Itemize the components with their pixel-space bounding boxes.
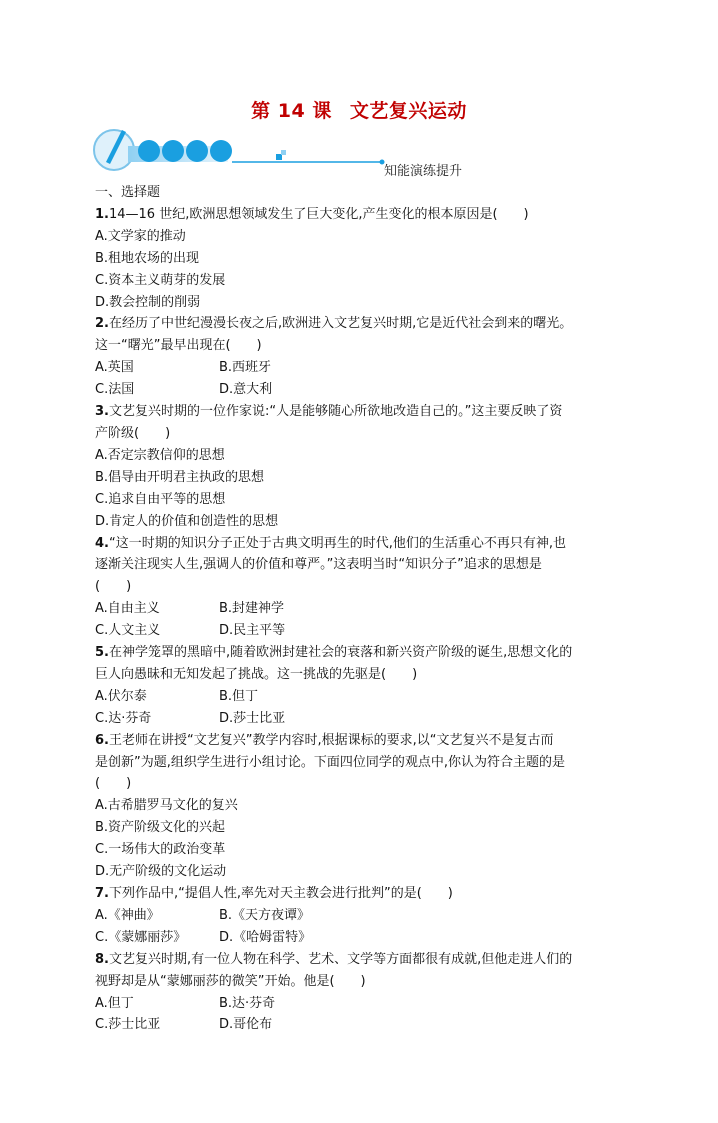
answer-option[interactable]: B.达·芬奇 xyxy=(219,995,276,1011)
banner-label: 知能演练提升 xyxy=(384,164,463,179)
answer-option[interactable]: C.一场伟大的政治变革 xyxy=(95,842,226,858)
question-3 xyxy=(95,401,635,532)
question-6 xyxy=(95,730,635,883)
answer-option[interactable]: A.古希腊罗马文化的复兴 xyxy=(95,798,238,814)
answer-option[interactable]: B.封建神学 xyxy=(219,601,285,617)
question-line: 文艺复兴时期的一位作家说:“人是能够随心所欲地改造自己的。”这主要反映了资 xyxy=(108,404,563,420)
answer-option[interactable]: C.达·芬奇 xyxy=(95,710,152,726)
question-text xyxy=(95,664,635,686)
banner-dot-2 xyxy=(162,140,184,162)
answer-option[interactable]: C.法国 xyxy=(95,382,135,398)
question-list xyxy=(95,182,635,1036)
lesson-name: 文艺复兴运动 xyxy=(349,100,467,122)
option-row xyxy=(95,620,635,642)
answer-option[interactable]: B.但丁 xyxy=(219,688,259,704)
answer-option[interactable]: B.西班牙 xyxy=(219,360,272,376)
section-banner xyxy=(92,124,612,180)
answer-option[interactable]: C.莎士比亚 xyxy=(95,1017,161,1033)
answer-option[interactable]: A.否定宗教信仰的思想 xyxy=(95,447,225,463)
answer-option[interactable]: B.租地农场的出现 xyxy=(95,250,200,266)
question-line: 是创新”为题,组织学生进行小组讨论。下面四位同学的观点中,你认为符合主题的是 xyxy=(95,754,565,770)
answer-option[interactable]: A.自由主义 xyxy=(95,601,160,617)
answer-option[interactable]: B.倡导由开明君主执政的思想 xyxy=(95,469,265,485)
banner-dot-1 xyxy=(138,140,160,162)
banner-dot-4 xyxy=(210,140,232,162)
answer-option[interactable]: A.但丁 xyxy=(95,995,134,1011)
answer-option[interactable]: D.哥伦布 xyxy=(219,1017,273,1033)
question-line: ( ) xyxy=(95,776,132,792)
option-row xyxy=(95,226,635,248)
option-row xyxy=(95,357,635,379)
question-number: 1. xyxy=(95,206,109,222)
answer-option[interactable]: C.追求自由平等的思想 xyxy=(95,491,226,507)
question-text xyxy=(95,752,635,774)
option-row xyxy=(95,598,635,620)
question-number: 3. xyxy=(95,404,109,420)
question-2 xyxy=(95,313,635,401)
answer-option[interactable]: D.教会控制的削弱 xyxy=(95,294,201,310)
lesson-number: 第 14 课 xyxy=(251,100,332,122)
question-line: 在神学笼罩的黑暗中,随着欧洲封建社会的衰落和新兴资产阶级的诞生,思想文化的 xyxy=(108,645,573,661)
answer-option[interactable]: D.无产阶级的文化运动 xyxy=(95,864,227,880)
option-row xyxy=(95,708,635,730)
answer-option[interactable]: D.《哈姆雷特》 xyxy=(219,929,312,945)
question-5 xyxy=(95,642,635,730)
option-row xyxy=(95,270,635,292)
question-number: 2. xyxy=(95,316,109,332)
question-text xyxy=(95,401,635,423)
question-number: 5. xyxy=(95,645,109,661)
question-text xyxy=(95,773,635,795)
question-number: 4. xyxy=(95,535,109,551)
question-text xyxy=(95,576,635,598)
question-text xyxy=(95,883,635,905)
question-text xyxy=(95,423,635,445)
question-line: ( ) xyxy=(95,579,132,595)
question-text xyxy=(95,949,635,971)
question-7 xyxy=(95,883,635,949)
answer-option[interactable]: A.文学家的推动 xyxy=(95,228,186,244)
question-number: 8. xyxy=(95,951,109,967)
answer-option[interactable]: D.民主平等 xyxy=(219,623,286,639)
option-row xyxy=(95,861,635,883)
option-row xyxy=(95,248,635,270)
banner-dot-3 xyxy=(186,140,208,162)
question-text xyxy=(95,730,635,752)
option-row xyxy=(95,445,635,467)
section-heading: 一、选择题 xyxy=(95,185,161,200)
question-text xyxy=(95,554,635,576)
question-number: 6. xyxy=(95,732,109,748)
question-text xyxy=(95,642,635,664)
answer-option[interactable]: D.意大利 xyxy=(219,382,273,398)
option-row xyxy=(95,467,635,489)
question-line: 14—16 世纪,欧洲思想领域发生了巨大变化,产生变化的根本原因是( ) xyxy=(108,206,529,222)
answer-option[interactable]: A.《神曲》 xyxy=(95,907,160,923)
banner-square-2 xyxy=(281,150,286,155)
option-row xyxy=(95,795,635,817)
question-line: 这一“曙光”最早出现在( ) xyxy=(95,338,262,354)
question-line: 产阶级( ) xyxy=(95,425,171,441)
option-row xyxy=(95,905,635,927)
option-row xyxy=(95,1014,635,1036)
answer-option[interactable]: B.资产阶级文化的兴起 xyxy=(95,820,226,836)
page-title xyxy=(0,96,718,123)
answer-option[interactable]: C.资本主义萌芽的发展 xyxy=(95,272,226,288)
question-line: “这一时期的知识分子正处于古典文明再生的时代,他们的生活重心不再只有神,也 xyxy=(108,535,566,551)
answer-option[interactable]: D.莎士比亚 xyxy=(219,710,286,726)
answer-option[interactable]: A.英国 xyxy=(95,360,134,376)
question-line: 在经历了中世纪漫漫长夜之后,欧洲进入文艺复兴时期,它是近代社会到来的曙光。 xyxy=(108,316,573,332)
question-number: 7. xyxy=(95,886,109,901)
question-text xyxy=(95,971,635,993)
option-row xyxy=(95,511,635,533)
answer-option[interactable]: B.《天方夜谭》 xyxy=(219,907,311,923)
answer-option[interactable]: C.《蒙娜丽莎》 xyxy=(95,929,187,945)
option-row xyxy=(95,927,635,949)
option-row xyxy=(95,489,635,511)
question-line: 巨人向愚昧和无知发起了挑战。这一挑战的先驱是( ) xyxy=(95,666,418,682)
option-row xyxy=(95,292,635,314)
answer-option[interactable]: D.肯定人的价值和创造性的思想 xyxy=(95,513,279,529)
option-row xyxy=(95,817,635,839)
question-text xyxy=(95,313,635,335)
answer-option[interactable]: A.伏尔泰 xyxy=(95,688,147,704)
question-4 xyxy=(95,533,635,643)
option-row xyxy=(95,839,635,861)
question-line: 逐渐关注现实人生,强调人的价值和尊严。”这表明当时“知识分子”追求的思想是 xyxy=(95,557,542,573)
question-text xyxy=(95,335,635,357)
option-row xyxy=(95,993,635,1015)
question-text xyxy=(95,533,635,555)
question-1 xyxy=(95,204,635,314)
answer-option[interactable]: C.人文主义 xyxy=(95,623,161,639)
question-line: 视野却是从“蒙娜丽莎的微笑”开始。他是( ) xyxy=(95,973,366,989)
option-row xyxy=(95,379,635,401)
option-row xyxy=(95,686,635,708)
question-line: 王老师在讲授“文艺复兴”教学内容时,根据课标的要求,以“文艺复兴不是复古而 xyxy=(108,732,554,748)
question-line: 文艺复兴时期,有一位人物在科学、艺术、文学等方面都很有成就,但他走进人们的 xyxy=(108,951,573,967)
question-line: 下列作品中,“提倡人性,率先对天主教会进行批判”的是( ) xyxy=(108,886,453,901)
question-8 xyxy=(95,949,635,1037)
question-text xyxy=(95,204,635,226)
